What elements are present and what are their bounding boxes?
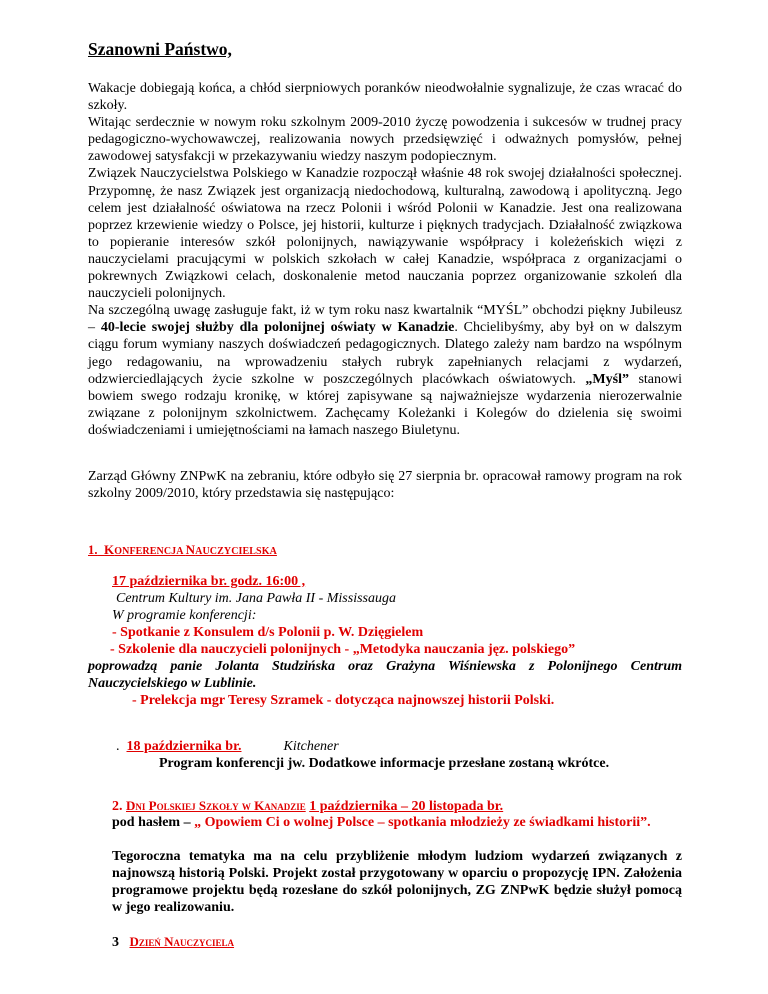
kitchener-program-note: Program konferencji jw. Dodatkowe informacje przesłane zostaną wkrótce. <box>159 756 610 771</box>
intro-paragraph <box>88 80 682 439</box>
training-label: - Szkolenie dla nauczycieli polonijnych - <box>110 642 353 657</box>
section-2-number: 2. <box>112 799 123 814</box>
intro-sentence-2: Witając serdecznie w nowym roku szkolnym 2009-2010 życzę powodzenia i sukcesów w trudnej pracy pedagogiczno-wychowawczej, realizowania nowych przedsięwzięć i odważnych pomysłów, pełnej zawodowej satysfakcji w przekazywaniu wiedzy naszym podopiecznym. <box>88 115 682 165</box>
training-presenters: poprowadzą panie Jolanta Studzińska oraz Grażyna Wiśniewska z Polonijnego Centrum Nauczycielskiego w Lublinie. <box>88 659 682 691</box>
section-1-number: 1. <box>88 543 98 557</box>
section-3-number: 3 <box>112 935 119 950</box>
heading-initial: N <box>185 542 196 557</box>
heading-part: ONFERENCJA <box>114 546 186 557</box>
heading-initial: K <box>104 542 115 557</box>
section-2-title: Dni Polskiej Szkoły w Kanadzie <box>126 798 306 813</box>
section-3-title: Dzień Nauczyciela <box>129 934 235 949</box>
section-2-motto <box>112 814 682 831</box>
greeting-title: Szanowni Państwo, <box>88 39 232 59</box>
section-3-heading <box>112 933 234 951</box>
kitchener-date: 18 października br. <box>126 739 242 754</box>
conference-item-consul: - Spotkanie z Konsulem d/s Polonii p. W. Dzięgielem <box>112 625 424 640</box>
conference-item-lecture: - Prelekcja mgr Teresy Szramek - dotycząca najnowszej historii Polski. <box>132 693 555 708</box>
intro-sentence-4e: stanowi bowiem swego rodzaju kronikę, w której zapisywane są najważniejsze wydarzenia nierozerwalnie związane z polonijnym szkolnictwem. Zachęcamy Koleżanki i Kolegów do dzielenia się swoimi doświadczeniami i umiejętnościami na łamach naszego Biuletynu. <box>88 371 682 438</box>
bullet-dot: . <box>116 739 120 754</box>
conference-place: Centrum Kultury im. Jana Pawła II - Mississauga <box>116 591 396 606</box>
intro-sentence-3: Związek Nauczycielstwa Polskiego w Kanadzie rozpoczął właśnie 48 rok swojej działalności społecznej. Przypomnę, że nasz Związek jest organizacją niedochodową, kulturalną, zawodową i apolityczną. Jego celem jest działalność oświatowa na rzecz Polonii i wśród Polonii w Kanadzie. Jest ona realizowana poprzez krzewienie wiedzy o Polsce, jej historii, kulturze i pięknych tradycjach. Działalność związkowa to popieranie interesów szkół polonijnych, nawiązywanie współpracy i koleżeńskich więzi z nauczycielami pracującymi w polskich szkołach w całej Kanadzie, współpraca z organizacjami o pokrewnych Związkowi celach, doskonalenie metod nauczania poprzez organizowanie szkoleń dla nauczycieli polonijnych. <box>88 166 682 302</box>
training-title: „Metodyka nauczania jęz. polskiego” <box>352 642 576 657</box>
intro-sentence-4c: . Chcielibyśmy, aby był on w dalszym ciągu forum wymiany naszych doświadczeń pedagogicznych. Dlatego zależy nam bardzo na wspólnym jego redagowaniu, na wprowadzeniu stałych rubryk zapełnianych relacjami z wydarzeń, odzwierciedlających życie szkolne w poszczególnych placówkach oświatowych. <box>88 320 683 387</box>
kitchener-line <box>116 738 339 755</box>
motto-text: „ Opowiem Ci o wolnej Polsce – spotkania młodzieży ze świadkami historii”. <box>194 815 651 830</box>
section-1-heading <box>88 542 277 558</box>
section-2-body: Tegoroczna tematyka ma na celu przybliżenie młodym ludziom wydarzeń związanych z najnowszą historią Polski. Projekt został przygotowany w oparciu o propozycję IPN. Założenia programowe projektu będą rozesłane do szkół polonijnych, ZG ZNPwK będzie służył pomocą w jego realizowaniu. <box>112 849 682 915</box>
conference-item-training <box>88 641 682 692</box>
program-intro: Zarząd Główny ZNPwK na zebraniu, które odbyło się 27 sierpnia br. opracował ramowy program na rok szkolny 2009/2010, który przedstawia się następująco: <box>88 469 682 502</box>
section-2-heading <box>112 797 503 815</box>
conference-program-label: W programie konferencji: <box>112 608 257 623</box>
motto-prefix: pod hasłem – <box>112 815 195 830</box>
conference-date: 17 października br. godz. 16:00 , <box>112 574 306 589</box>
jubilee-highlight: 40-lecie swojej służby dla polonijnej oświaty w Kanadzie <box>100 320 455 336</box>
heading-part: AUCZYCIELSKA <box>195 546 277 557</box>
kitchener-city: Kitchener <box>283 739 339 754</box>
intro-sentence-1: Wakacje dobiegają końca, a chłód sierpniowych poranków nieodwołalnie sygnalizuje, że czas wracać do szkoły. <box>88 81 682 114</box>
intro-sentence-4a: Na szczególną uwagę zasługuje fakt, iż w tym roku nasz kwartalnik “MYŚL” obchodzi piękny Jubileusz – <box>88 303 682 336</box>
section-2-dates: 1 października – 20 listopada br. <box>309 799 504 814</box>
mysl-name: „Myśl” <box>585 371 629 387</box>
